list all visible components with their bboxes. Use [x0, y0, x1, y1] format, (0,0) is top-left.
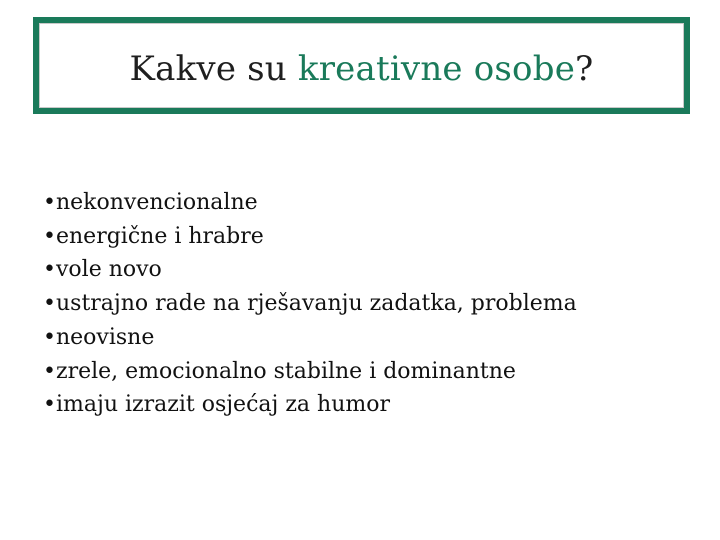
list-item-text: neovisne: [55, 324, 155, 350]
list-item-text: imaju izrazit osjećaj za humor: [55, 392, 390, 418]
list-item: [43, 287, 683, 321]
bullet-list: [43, 186, 683, 422]
list-item-text: nekonvencionalne: [55, 190, 258, 215]
list-item: [43, 186, 683, 220]
list-item: [43, 321, 683, 355]
list-item: [43, 253, 683, 287]
list-item-text: vole novo: [55, 257, 162, 283]
bullet-glyph: •: [43, 392, 56, 418]
title-accent-text: kreativne osobe: [297, 49, 576, 89]
list-item: [43, 388, 683, 422]
bullet-glyph: •: [43, 190, 56, 215]
bullet-glyph: •: [43, 223, 56, 249]
bullet-glyph: •: [43, 358, 56, 384]
bullet-glyph: •: [43, 324, 56, 350]
list-item-text: ustrajno rade na rješavanju zadatka, problema: [55, 291, 577, 317]
bullet-glyph: •: [43, 291, 56, 317]
title-text-start: Kakve su: [129, 49, 298, 89]
list-item: [43, 355, 683, 389]
list-item: [43, 220, 683, 254]
bullet-glyph: •: [43, 257, 56, 283]
title-question-mark: ?: [575, 49, 594, 89]
list-item-text: zrele, emocionalno stabilne i dominantne: [55, 358, 516, 384]
slide-title: [39, 49, 684, 89]
title-frame: [33, 17, 690, 114]
list-item-text: energične i hrabre: [55, 223, 264, 249]
